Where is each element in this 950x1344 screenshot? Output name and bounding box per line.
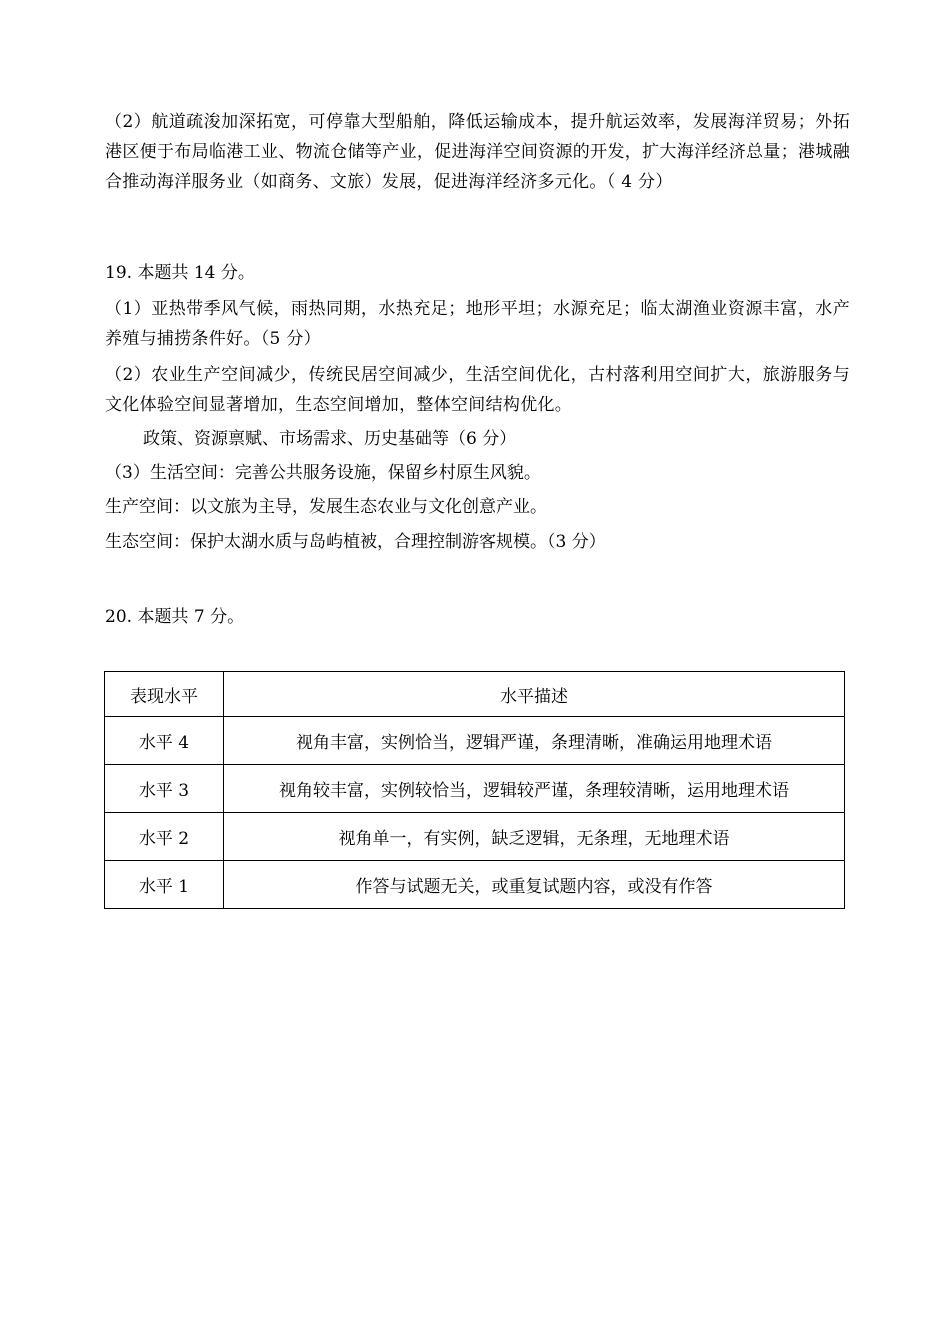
level-cell: 水平 2 xyxy=(105,813,224,861)
q18-part2-answer: （2）航道疏浚加深拓宽，可停靠大型船舶，降低运输成本，提升航运效率，发展海洋贸易；外拓港区便于布局临港工业、物流仓储等产业，促进海洋空间资源的开发，扩大海洋经济总量；港城融合推动海洋服务业（如商务、文旅）发展，促进海洋经济多元化。（ 4 分） xyxy=(105,112,850,192)
q19-part1-answer: （1）亚热带季风气候，雨热同期，水热充足；地形平坦；水源充足；临太湖渔业资源丰富，水产养殖与捕捞条件好。（5 分） xyxy=(105,299,850,349)
level-cell: 水平 1 xyxy=(105,861,224,909)
description-cell: 视角较丰富，实例较恰当，逻辑较严谨，条理较清晰，运用地理术语 xyxy=(224,765,845,813)
table-row xyxy=(105,861,845,909)
table-row xyxy=(105,813,845,861)
q19-part3-living-space: （3）生活空间：完善公共服务设施，保留乡村原生风貌。 xyxy=(105,463,541,483)
level-cell: 水平 4 xyxy=(105,717,224,765)
header-level-description: 水平描述 xyxy=(224,672,845,717)
description-cell: 视角丰富，实例恰当，逻辑严谨，条理清晰，准确运用地理术语 xyxy=(224,717,845,765)
q20-heading: 20. 本题共 7 分。 xyxy=(105,607,245,627)
q19-part2-answer: （2）农业生产空间减少，传统民居空间减少，生活空间优化，古村落利用空间扩大，旅游服务与文化体验空间显著增加，生态空间增加，整体空间结构优化。 xyxy=(105,365,850,415)
description-cell: 视角单一，有实例，缺乏逻辑，无条理，无地理术语 xyxy=(224,813,845,861)
q19-part3-production-space: 生产空间：以文旅为主导，发展生态农业与文化创意产业。 xyxy=(105,497,547,517)
description-cell: 作答与试题无关，或重复试题内容，或没有作答 xyxy=(224,861,845,909)
scoring-rubric-table xyxy=(104,671,845,909)
q19-heading: 19. 本题共 14 分。 xyxy=(105,263,255,283)
table-row xyxy=(105,765,845,813)
header-performance-level: 表现水平 xyxy=(105,672,224,717)
table-header-row xyxy=(105,672,845,717)
table-row xyxy=(105,717,845,765)
q19-part3-ecological-space: 生态空间：保护太湖水质与岛屿植被，合理控制游客规模。（3 分） xyxy=(105,532,606,552)
level-cell: 水平 3 xyxy=(105,765,224,813)
q19-part2-factors: 政策、资源禀赋、市场需求、历史基础等（6 分） xyxy=(143,429,517,449)
